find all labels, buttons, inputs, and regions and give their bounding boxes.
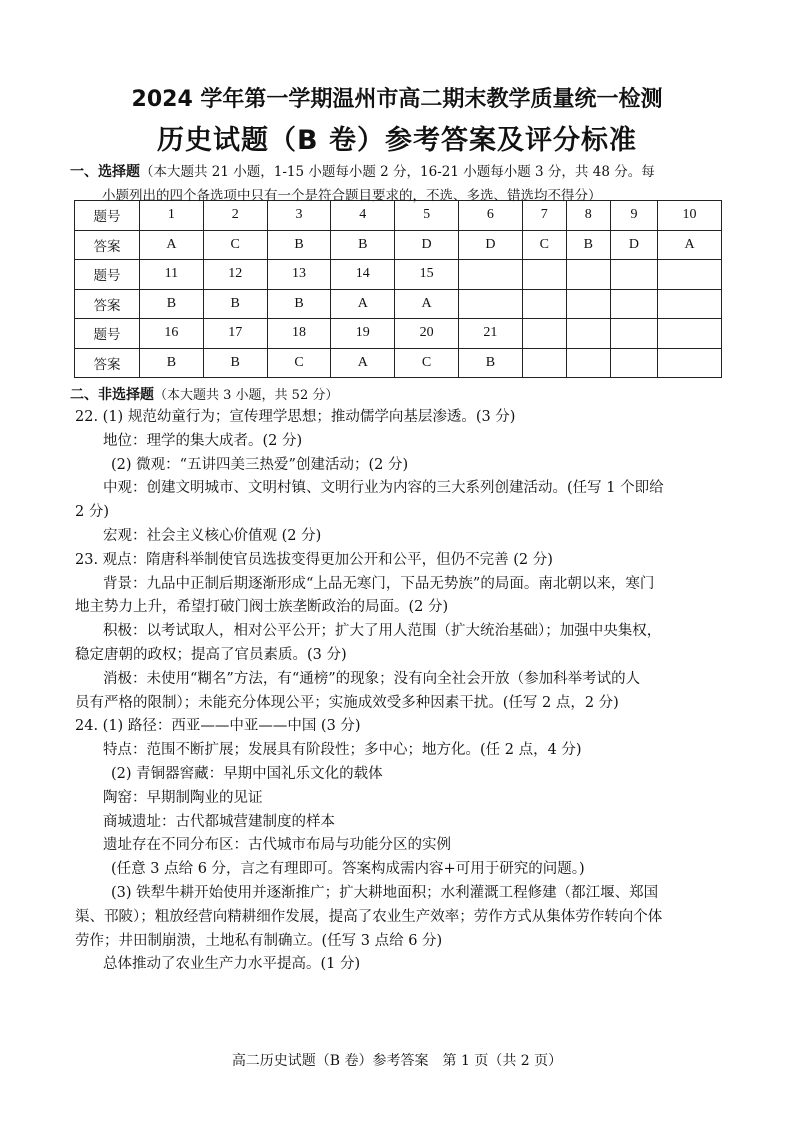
table-cell bbox=[566, 260, 610, 290]
table-cell bbox=[658, 348, 722, 378]
table-cell: 9 bbox=[610, 201, 657, 231]
table-cell bbox=[658, 289, 722, 319]
table-row-numbers bbox=[75, 319, 722, 349]
answer-line: 地主势力上升，希望打破门阀士族垄断政治的局面。(2 分) bbox=[75, 599, 449, 616]
ans-label: 答案 bbox=[75, 289, 140, 319]
table-cell: 3 bbox=[267, 201, 331, 231]
table-cell: A bbox=[140, 230, 204, 260]
answer-line: (任意 3 点给 6 分，言之有理即可。答案构成需内容+可用于研究的问题。) bbox=[111, 861, 585, 878]
table-cell: 4 bbox=[331, 201, 395, 231]
table-cell: C bbox=[395, 348, 459, 378]
table-cell: B bbox=[203, 348, 267, 378]
answer-line: 24. (1) 路径：西亚——中亚——中国 (3 分) bbox=[75, 718, 361, 735]
table-cell: D bbox=[458, 230, 522, 260]
table-cell: 17 bbox=[203, 319, 267, 349]
answer-table bbox=[74, 200, 722, 378]
table-cell: 18 bbox=[267, 319, 331, 349]
table-row-numbers bbox=[75, 260, 722, 290]
table-cell: D bbox=[610, 230, 657, 260]
table-row-numbers bbox=[75, 201, 722, 231]
num-label: 题号 bbox=[75, 201, 140, 231]
table-cell bbox=[458, 260, 522, 290]
table-cell: A bbox=[395, 289, 459, 319]
table-cell bbox=[658, 319, 722, 349]
table-cell: B bbox=[267, 230, 331, 260]
answer-line: 22. (1) 规范幼童行为；宣传理学思想；推动儒学向基层渗透。(3 分) bbox=[75, 409, 516, 425]
table-cell: 6 bbox=[458, 201, 522, 231]
answer-line: 员有严格的限制）；未能充分体现公平；实施成效受多种因素干扰。(任写 2 点，2 分) bbox=[75, 694, 619, 711]
answer-line: 积极：以考试取人，相对公平公开；扩大了用人范围（扩大统治基础）；加强中央集权， bbox=[103, 623, 662, 640]
ans-label: 答案 bbox=[75, 230, 140, 260]
table-cell: C bbox=[203, 230, 267, 260]
table-cell bbox=[566, 319, 610, 349]
answer-line: 2 分) bbox=[75, 504, 109, 521]
table-cell: 21 bbox=[458, 319, 522, 349]
answer-line: 稳定唐朝的政权；提高了官员素质。(3 分) bbox=[75, 646, 347, 663]
table-cell: B bbox=[458, 348, 522, 378]
answer-line: 渠、邗陂）；粗放经营向精耕细作发展，提高了农业生产效率；劳作方式从集体劳作转向个体 bbox=[75, 908, 663, 925]
table-cell: A bbox=[658, 230, 722, 260]
answer-body bbox=[75, 406, 725, 977]
table-cell bbox=[610, 319, 657, 349]
table-cell: 11 bbox=[140, 260, 204, 290]
table-cell: 2 bbox=[203, 201, 267, 231]
section-open-heading: 二、非选择题 bbox=[70, 387, 154, 403]
table-row-answers bbox=[75, 230, 722, 260]
answer-line: 中观：创建文明城市、文明村镇、文明行业为内容的三大系列创建活动。(任写 1 个即给 bbox=[103, 480, 664, 497]
table-cell: 5 bbox=[395, 201, 459, 231]
answer-line: 23. 观点：隋唐科举制使官员选拔变得更加公开和公平，但仍不完善 (2 分) bbox=[75, 551, 553, 568]
answer-line: 总体推动了农业生产力水平提高。(1 分) bbox=[103, 956, 361, 973]
answer-line: 背景：九品中正制后期逐渐形成“上品无寒门，下品无势族”的局面。南北朝以来，寒门 bbox=[103, 575, 655, 592]
table-cell bbox=[522, 348, 566, 378]
answer-line: 劳作；井田制崩溃，土地私有制确立。(任写 3 点给 6 分) bbox=[75, 932, 443, 949]
table-cell: 12 bbox=[203, 260, 267, 290]
answer-key-title: 历史试题（B 卷）参考答案及评分标准 bbox=[157, 125, 637, 156]
table-cell: 13 bbox=[267, 260, 331, 290]
section-choice-note: （本大题共 21 小题，1-15 小题每小题 2 分，16-21 小题每小题 3 分，共 48 分。每 bbox=[140, 164, 655, 180]
table-cell bbox=[566, 348, 610, 378]
table-cell bbox=[458, 289, 522, 319]
num-label: 题号 bbox=[75, 260, 140, 290]
section-open-note: （本大题共 3 小题，共 52 分） bbox=[154, 388, 339, 403]
section-open-header bbox=[70, 384, 338, 404]
table-cell bbox=[658, 260, 722, 290]
num-label: 题号 bbox=[75, 319, 140, 349]
table-cell: 19 bbox=[331, 319, 395, 349]
table-cell: B bbox=[267, 289, 331, 319]
table-cell bbox=[610, 260, 657, 290]
answer-line: (2) 微观：“五讲四美三热爱”创建活动；(2 分) bbox=[111, 456, 409, 473]
table-cell: B bbox=[566, 230, 610, 260]
table-cell bbox=[522, 319, 566, 349]
table-cell bbox=[522, 260, 566, 290]
table-cell: 15 bbox=[395, 260, 459, 290]
table-cell bbox=[610, 348, 657, 378]
answer-line: 遗址存在不同分布区：古代城市布局与功能分区的实例 bbox=[103, 837, 451, 854]
table-cell bbox=[610, 289, 657, 319]
table-cell: B bbox=[140, 289, 204, 319]
section-choice-heading: 一、选择题 bbox=[70, 164, 140, 180]
table-cell: C bbox=[522, 230, 566, 260]
table-cell: 1 bbox=[140, 201, 204, 231]
table-cell: B bbox=[331, 230, 395, 260]
table-cell bbox=[566, 289, 610, 319]
table-cell: B bbox=[203, 289, 267, 319]
section-choice-note-2: 小题列出的四个备选项中只有一个是符合题目要求的，不选、多选、错选均不得分） bbox=[102, 188, 602, 204]
table-cell: 16 bbox=[140, 319, 204, 349]
answer-line: 消极：未使用“糊名”方法，有“通榜”的现象；没有向全社会开放（参加科举考试的人 bbox=[103, 670, 641, 687]
answer-line: (3) 铁犁牛耕开始使用并逐渐推广；扩大耕地面积；水利灌溉工程修建（都江堰、郑国 bbox=[111, 884, 659, 901]
page-footer: 高二历史试题（B 卷）参考答案 第 1 页（共 2 页） bbox=[231, 1053, 563, 1069]
table-cell: 10 bbox=[658, 201, 722, 231]
table-cell: 8 bbox=[566, 201, 610, 231]
exam-title: 2024 学年第一学期温州市高二期末教学质量统一检测 bbox=[131, 87, 663, 112]
table-cell: A bbox=[331, 289, 395, 319]
table-cell: A bbox=[331, 348, 395, 378]
table-cell: D bbox=[395, 230, 459, 260]
answer-line: (2) 青铜器窖藏：早期中国礼乐文化的载体 bbox=[111, 765, 383, 782]
answer-line: 陶窑：早期制陶业的见证 bbox=[103, 789, 263, 806]
table-cell: C bbox=[267, 348, 331, 378]
table-cell: 7 bbox=[522, 201, 566, 231]
answer-line: 地位：理学的集大成者。(2 分) bbox=[103, 432, 303, 449]
table-row-answers bbox=[75, 289, 722, 319]
answer-line: 商城遗址：古代都城营建制度的样本 bbox=[103, 813, 335, 830]
table-cell: B bbox=[140, 348, 204, 378]
table-cell: 20 bbox=[395, 319, 459, 349]
ans-label: 答案 bbox=[75, 348, 140, 378]
answer-line: 宏观：社会主义核心价值观 (2 分) bbox=[103, 527, 322, 544]
answer-line: 特点：范围不断扩展；发展具有阶段性；多中心；地方化。(任 2 点，4 分) bbox=[103, 742, 582, 759]
table-row-answers bbox=[75, 348, 722, 378]
table-cell: 14 bbox=[331, 260, 395, 290]
table-cell bbox=[522, 289, 566, 319]
